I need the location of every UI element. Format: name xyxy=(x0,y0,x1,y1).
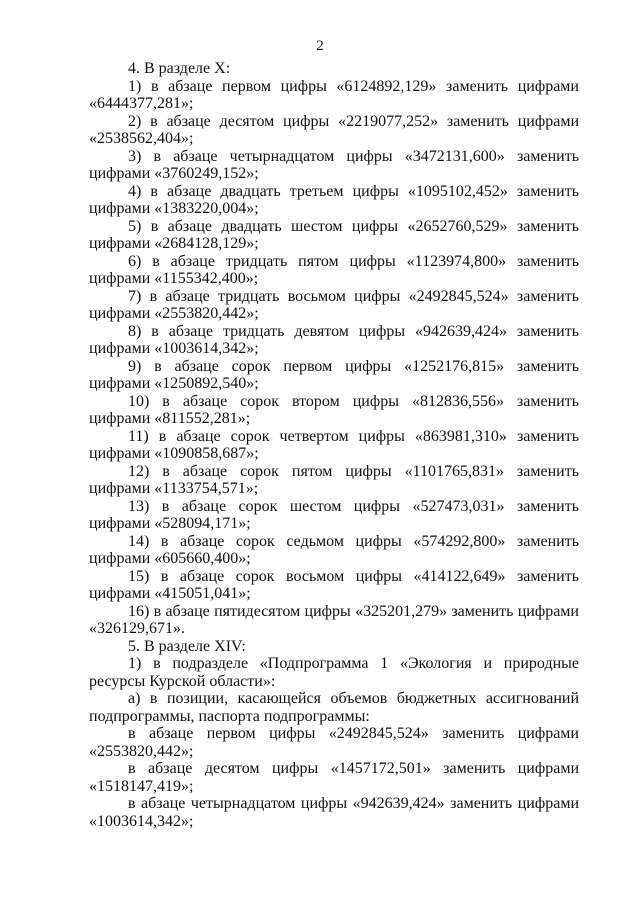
page-number: 2 xyxy=(316,38,324,54)
paragraph-item: 15) в абзаце сорок восьмом цифры «414122,649» заменить цифрами «415051,041»; xyxy=(89,567,579,602)
document-body xyxy=(89,60,579,830)
paragraph-item: 9) в абзаце сорок первом цифры «1252176,815» заменить цифрами «1250892,540»; xyxy=(89,357,579,392)
paragraph-item: а) в позиции, касающейся объемов бюджетных ассигнований подпрограммы, паспорта подпрограммы: xyxy=(89,690,579,725)
paragraph-item: 1) в подразделе «Подпрограмма 1 «Экология и природные ресурсы Курской области»: xyxy=(89,655,579,690)
paragraph-item: 1) в абзаце первом цифры «6124892,129» заменить цифрами «6444377,281»; xyxy=(89,77,579,112)
paragraph-item: 11) в абзаце сорок четвертом цифры «863981,310» заменить цифрами «1090858,687»; xyxy=(89,427,579,462)
paragraph-item: в абзаце десятом цифры «1457172,501» заменить цифрами «1518147,419»; xyxy=(89,760,579,795)
paragraph-item: 3) в абзаце четырнадцатом цифры «3472131,600» заменить цифрами «3760249,152»; xyxy=(89,147,579,182)
paragraph-item: в абзаце первом цифры «2492845,524» заменить цифрами «2553820,442»; xyxy=(89,725,579,760)
paragraph-item: 14) в абзаце сорок седьмом цифры «574292,800» заменить цифрами «605660,400»; xyxy=(89,532,579,567)
paragraph-item: 16) в абзаце пятидесятом цифры «325201,279» заменить цифрами «326129,671». xyxy=(89,602,579,637)
paragraph-item: 5) в абзаце двадцать шестом цифры «2652760,529» заменить цифрами «2684128,129»; xyxy=(89,217,579,252)
paragraph-item: 2) в абзаце десятом цифры «2219077,252» заменить цифрами «2538562,404»; xyxy=(89,112,579,147)
paragraph-item: 4) в абзаце двадцать третьем цифры «1095102,452» заменить цифрами «1383220,004»; xyxy=(89,182,579,217)
paragraph-item: 8) в абзаце тридцать девятом цифры «942639,424» заменить цифрами «1003614,342»; xyxy=(89,322,579,357)
paragraph-item: 12) в абзаце сорок пятом цифры «1101765,831» заменить цифрами «1133754,571»; xyxy=(89,462,579,497)
paragraph-item: 10) в абзаце сорок втором цифры «812836,556» заменить цифрами «811552,281»; xyxy=(89,392,579,427)
paragraph-item: 7) в абзаце тридцать восьмом цифры «2492845,524» заменить цифрами «2553820,442»; xyxy=(89,287,579,322)
paragraph-item: 6) в абзаце тридцать пятом цифры «1123974,800» заменить цифрами «1155342,400»; xyxy=(89,252,579,287)
paragraph-item: в абзаце четырнадцатом цифры «942639,424» заменить цифрами «1003614,342»; xyxy=(89,795,579,830)
section-heading-xiv: 5. В разделе XIV: xyxy=(128,637,246,655)
section-heading-x: 4. В разделе X: xyxy=(128,60,231,77)
paragraph-item: 13) в абзаце сорок шестом цифры «527473,031» заменить цифрами «528094,171»; xyxy=(89,497,579,532)
